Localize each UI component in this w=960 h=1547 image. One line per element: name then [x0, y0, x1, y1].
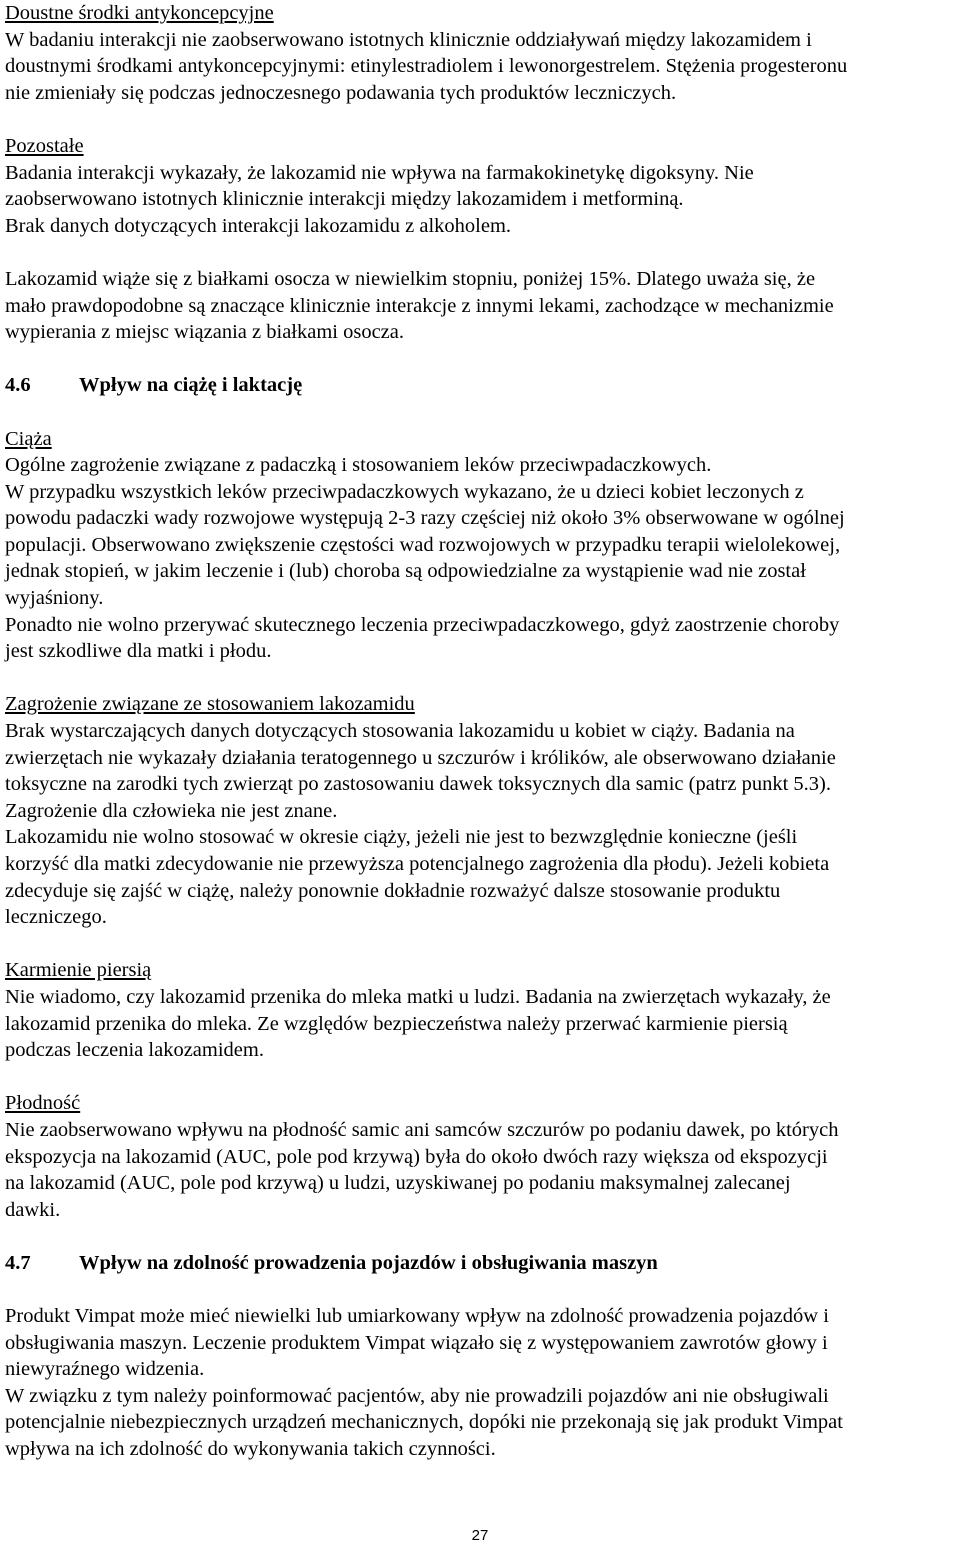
- section-title-risk: Zagrożenie związane ze stosowaniem lakozamidu: [5, 693, 415, 716]
- paragraph-line: doustnymi środkami antykoncepcyjnymi: etinylestradiolem i lewonorgestrelem. Stężenia progesteronu: [5, 55, 848, 78]
- section-number: 4.6: [5, 374, 31, 397]
- paragraph-line: zwierzętach nie wykazały działania teratogennego u szczurów i królików, ale obserwowano działanie: [5, 746, 836, 769]
- paragraph-line: Badania interakcji wykazały, że lakozamid nie wpływa na farmakokinetykę digoksyny. Nie: [5, 161, 754, 184]
- paragraph-line: jest szkodliwe dla matki i płodu.: [5, 640, 272, 663]
- paragraph-line: Nie zaobserwowano wpływu na płodność samic ani samców szczurów po podaniu dawek, po których: [5, 1118, 839, 1141]
- section-title-breastfeeding: Karmienie piersią: [5, 959, 152, 982]
- paragraph-line: Produkt Vimpat może mieć niewielki lub umiarkowany wpływ na zdolność prowadzenia pojazdów i: [5, 1305, 829, 1328]
- paragraph-line: powodu padaczki wady rozwojowe występują 2-3 razy częściej niż około 3% obserwowane w ogólnej: [5, 507, 845, 530]
- section-title-fertility: Płodność: [5, 1092, 81, 1115]
- section-number: 4.7: [5, 1251, 31, 1274]
- paragraph-line: Nie wiadomo, czy lakozamid przenika do mleka matki u ludzi. Badania na zwierzętach wykazały, że: [5, 985, 831, 1008]
- section-heading-4-6: [5, 372, 955, 399]
- paragraph-line: W związku z tym należy poinformować pacjentów, aby nie prowadzili pojazdów ani nie obsługiwali: [5, 1384, 829, 1407]
- paragraph-line: ekspozycja na lakozamid (AUC, pole pod krzywą) była do około dwóch razy większa od ekspozycji: [5, 1145, 828, 1168]
- page-number: 27: [471, 1527, 489, 1544]
- paragraph-line: mało prawdopodobne są znaczące klinicznie interakcje z innymi lekami, zachodzące w mechanizmie: [5, 294, 834, 317]
- paragraph-line: W badaniu interakcji nie zaobserwowano istotnych klinicznie oddziaływań między lakozamidem i: [5, 28, 812, 51]
- paragraph-line: Lakozamidu nie wolno stosować w okresie ciąży, jeżeli nie jest to bezwzględnie konieczne (jeśli: [5, 826, 798, 849]
- paragraph-line: obsługiwania maszyn. Leczenie produktem Vimpat wiązało się z występowaniem zawrotów głowy i: [5, 1331, 828, 1354]
- paragraph-line: Ponadto nie wolno przerywać skutecznego leczenia przeciwpadaczkowego, gdyż zaostrzenie choroby: [5, 613, 840, 636]
- paragraph-line: zaobserwowano istotnych klinicznie interakcji między lakozamidem i metforminą.: [5, 188, 684, 211]
- paragraph-line: Zagrożenie dla człowieka nie jest znane.: [5, 799, 338, 822]
- paragraph-line: podczas leczenia lakozamidem.: [5, 1039, 264, 1062]
- paragraph-line: jednak stopień, w jakim leczenie i (lub) choroba są odpowiedzialne za wystąpienie wad nie został: [5, 560, 806, 583]
- paragraph-line: korzyść dla matki zdecydowanie nie przewyższa potencjalnego zagrożenia dla płodu). Jeżeli kobieta: [5, 853, 830, 875]
- section-heading-4-7: [5, 1250, 955, 1277]
- section-title-pregnancy: Ciąża: [5, 427, 52, 450]
- section-heading-title: Wpływ na zdolność prowadzenia pojazdów i obsługiwania maszyn: [79, 1251, 658, 1274]
- paragraph-line: leczniczego.: [5, 906, 107, 929]
- paragraph-line: Brak danych dotyczących interakcji lakozamidu z alkoholem.: [5, 214, 512, 237]
- paragraph-line: toksyczne na zarodki tych zwierząt po zastosowaniu dawek toksycznych dla samic (patrz punkt 5.3).: [5, 773, 831, 796]
- section-heading-title: Wpływ na ciążę i laktację: [79, 374, 303, 397]
- paragraph-line: W przypadku wszystkich leków przeciwpadaczkowych wykazano, że u dzieci kobiet leczonych z: [5, 480, 804, 503]
- paragraph-line: na lakozamid (AUC, pole pod krzywą) u ludzi, uzyskiwanej po podaniu maksymalnej zalecanej: [5, 1172, 791, 1195]
- paragraph-line: niewyraźnego widzenia.: [5, 1358, 205, 1381]
- section-title-other: Pozostałe: [5, 134, 84, 157]
- paragraph-line: Ogólne zagrożenie związane z padaczką i stosowaniem leków przeciwpadaczkowych.: [5, 454, 712, 477]
- paragraph-line: Brak wystarczających danych dotyczących stosowania lakozamidu u kobiet w ciąży. Badania na: [5, 720, 795, 743]
- paragraph-line: dawki.: [5, 1198, 61, 1221]
- paragraph-line: wyjaśniony.: [5, 587, 104, 610]
- section-title-contraceptives: Doustne środki antykoncepcyjne: [5, 2, 274, 24]
- paragraph-line: Lakozamid wiąże się z białkami osocza w niewielkim stopniu, poniżej 15%. Dlatego uważa się, że: [5, 267, 816, 290]
- paragraph-line: potencjalnie niebezpiecznych urządzeń mechanicznych, dopóki nie przekonają się jak produkt Vimpat: [5, 1411, 843, 1434]
- paragraph-line: wypierania z miejsc wiązania z białkami osocza.: [5, 321, 404, 344]
- paragraph-line: nie zmieniały się podczas jednoczesnego podawania tych produktów leczniczych.: [5, 81, 677, 104]
- document-page: [5, 0, 955, 1463]
- paragraph-line: wpływa na ich zdolność do wykonywania takich czynności.: [5, 1438, 496, 1461]
- paragraph-line: populacji. Obserwowano zwiększenie częstości wad rozwojowych w przypadku terapii wielolekowej,: [5, 533, 841, 556]
- paragraph-line: lakozamid przenika do mleka. Ze względów bezpieczeństwa należy przerwać karmienie piersią: [5, 1012, 788, 1035]
- paragraph-line: zdecyduje się zajść w ciążę, należy ponownie dokładnie rozważyć dalsze stosowanie produktu: [5, 879, 781, 902]
